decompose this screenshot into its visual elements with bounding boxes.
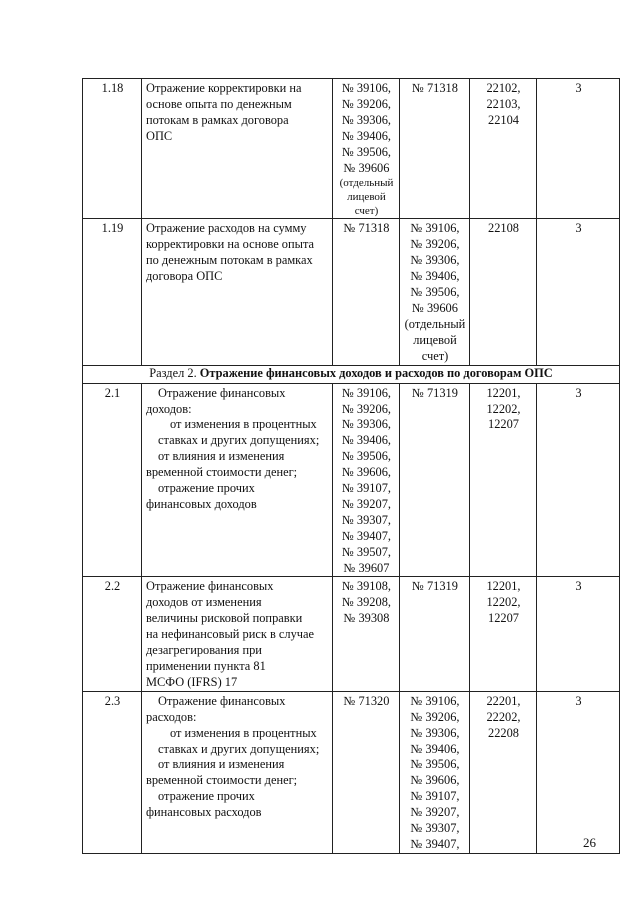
description-line: доходов:	[146, 401, 192, 416]
symbol-code: 22202,	[486, 709, 521, 724]
symbols-cell	[470, 577, 537, 691]
credit-account: счет)	[421, 348, 449, 363]
description-line: отражение прочих	[158, 789, 255, 804]
description-line: временной стоимости денег;	[146, 773, 298, 788]
debit-account: № 71318	[343, 221, 390, 236]
symbol-code: 12202,	[486, 401, 521, 416]
debit-account: (отдельный	[339, 177, 394, 190]
symbol-code: 22103,	[486, 96, 521, 111]
section-header-cell	[83, 365, 620, 383]
credit-account: № 39406,	[410, 269, 460, 284]
debit-account: № 39206,	[342, 401, 391, 416]
debit-account: № 39306,	[342, 417, 391, 432]
description-line: ставках и других допущениях;	[158, 433, 320, 448]
column-6-value: 3	[575, 693, 582, 708]
debit-account: № 39106,	[342, 81, 391, 95]
description-line: Отражение расходов на сумму	[146, 221, 307, 236]
description-line: финансовых расходов	[146, 805, 262, 820]
description-line: основе опыта по денежным	[146, 96, 292, 111]
credit-account: № 71319	[412, 385, 458, 400]
description-cell	[142, 219, 333, 365]
symbol-code: 12201,	[486, 579, 521, 594]
description-line: потокам в рамках договора	[146, 112, 289, 127]
debit-account: № 39107,	[342, 481, 391, 496]
credit-account: № 39606,	[410, 773, 460, 788]
credit-account: № 39106,	[410, 221, 460, 236]
table-body-section-1	[83, 79, 620, 366]
row-number: 1.18	[101, 81, 124, 95]
row-number-cell	[83, 219, 142, 365]
row-number-cell	[83, 79, 142, 219]
debit-account: № 39407,	[342, 528, 391, 543]
row-number-cell	[83, 383, 142, 577]
posting-table	[82, 78, 620, 854]
section-prefix: Раздел 2.	[149, 366, 200, 381]
credit-accounts-cell	[400, 383, 470, 577]
description-line: от влияния и изменения	[158, 449, 285, 464]
column-6-value: 3	[575, 221, 582, 236]
debit-account: № 39606	[343, 160, 390, 175]
credit-account: (отдельный	[404, 316, 466, 331]
symbol-code: 22208	[488, 725, 519, 740]
debit-account: № 39307,	[342, 512, 391, 527]
description-line: отражение прочих	[158, 481, 255, 496]
description-cell	[142, 79, 333, 219]
table-body-section-2	[83, 383, 620, 853]
symbol-code: 22104	[488, 112, 519, 127]
description-line: Отражение финансовых	[158, 385, 286, 400]
credit-account: № 39306,	[410, 725, 460, 740]
debit-account: № 71320	[343, 693, 390, 708]
table-row	[83, 577, 620, 691]
debit-account: № 39207,	[342, 496, 391, 511]
description-line: Отражение финансовых	[158, 693, 286, 708]
debit-account: № 39108,	[342, 579, 391, 594]
debit-account: № 39507,	[342, 544, 391, 559]
symbol-code: 12201,	[486, 385, 521, 400]
table-row	[83, 79, 620, 219]
row-number: 2.1	[104, 385, 121, 400]
credit-account: № 39106,	[410, 693, 460, 708]
debit-account: № 39306,	[342, 112, 391, 127]
credit-account: № 39506,	[410, 757, 460, 772]
description-cell	[142, 383, 333, 577]
description-line: финансовых доходов	[146, 496, 257, 511]
column-6-value: 3	[575, 579, 582, 594]
section-header-row	[83, 365, 620, 383]
debit-accounts-cell	[333, 219, 400, 365]
debit-accounts-cell	[333, 577, 400, 691]
description-line: договора ОПС	[146, 269, 223, 284]
credit-account: № 39606	[412, 300, 458, 315]
description-line: МСФО (IFRS) 17	[146, 674, 238, 689]
page-number: 26	[583, 835, 596, 850]
debit-account: № 39208,	[342, 595, 391, 610]
column-6-cell	[537, 383, 620, 577]
debit-account: № 39206,	[342, 96, 391, 111]
description-line: Отражение корректировки на	[146, 81, 302, 95]
symbol-code: 22108	[488, 221, 519, 236]
credit-account: № 39407,	[410, 836, 460, 851]
credit-account: № 39306,	[410, 253, 460, 268]
symbol-code: 22102,	[486, 81, 521, 95]
credit-account: № 39107,	[410, 789, 460, 804]
credit-accounts-cell	[400, 691, 470, 853]
credit-account: лицевой	[413, 332, 457, 347]
debit-accounts-cell	[333, 691, 400, 853]
row-number: 2.2	[104, 579, 121, 594]
credit-accounts-cell	[400, 577, 470, 691]
column-6-cell	[537, 79, 620, 219]
symbols-cell	[470, 383, 537, 577]
credit-account: № 39207,	[410, 805, 460, 820]
credit-account: № 39506,	[410, 285, 460, 300]
description-cell	[142, 691, 333, 853]
description-line: корректировки на основе опыта	[146, 237, 315, 252]
description-line: на нефинансовый риск в случае	[146, 627, 315, 642]
description-line: расходов:	[146, 709, 197, 724]
description-line: ОПС	[146, 128, 173, 143]
row-number-cell	[83, 577, 142, 691]
description-line: от изменения в процентных	[170, 417, 317, 432]
symbol-code: 12202,	[486, 595, 521, 610]
description-line: величины рисковой поправки	[146, 611, 303, 626]
debit-account: № 39406,	[342, 128, 391, 143]
column-6-cell	[537, 577, 620, 691]
debit-accounts-cell	[333, 383, 400, 577]
debit-account: № 39406,	[342, 433, 391, 448]
table-row	[83, 691, 620, 853]
description-line: применении пункта 81	[146, 659, 266, 673]
symbols-cell	[470, 79, 537, 219]
symbol-code: 12207	[488, 417, 519, 432]
description-cell	[142, 577, 333, 691]
debit-account: № 39607	[343, 560, 390, 575]
credit-accounts-cell	[400, 79, 470, 219]
debit-account: № 39506,	[342, 449, 391, 464]
debit-account: № 39506,	[342, 144, 391, 159]
symbol-code: 12207	[488, 611, 519, 626]
description-line: от изменения в процентных	[170, 725, 317, 740]
column-6-cell	[537, 219, 620, 365]
row-number: 2.3	[104, 693, 121, 708]
description-line: временной стоимости денег;	[146, 465, 298, 480]
debit-accounts-cell	[333, 79, 400, 219]
description-line: Отражение финансовых	[146, 579, 274, 594]
column-6-value: 3	[575, 81, 582, 95]
symbol-code: 22201,	[486, 693, 521, 708]
section-title: Отражение финансовых доходов и расходов по договорам ОПС	[199, 366, 553, 381]
credit-account: № 39206,	[410, 237, 460, 252]
table-row	[83, 383, 620, 577]
section-header-body	[83, 365, 620, 383]
row-number-cell	[83, 691, 142, 853]
table-row	[83, 219, 620, 365]
description-line: доходов от изменения	[146, 595, 262, 610]
description-line: от влияния и изменения	[158, 757, 285, 772]
credit-account: № 71318	[412, 81, 458, 95]
credit-account: № 39206,	[410, 709, 460, 724]
row-number: 1.19	[101, 221, 124, 236]
debit-account: № 39308	[343, 611, 390, 626]
description-line: дезагрегирования при	[146, 643, 262, 658]
description-line: ставках и других допущениях;	[158, 741, 320, 756]
symbols-cell	[470, 691, 537, 853]
column-6-cell	[537, 691, 620, 853]
symbols-cell	[470, 219, 537, 365]
debit-account: № 39106,	[342, 385, 391, 400]
credit-account: № 39406,	[410, 741, 460, 756]
debit-account: № 39606,	[342, 465, 391, 480]
debit-account: лицевой	[347, 191, 386, 204]
column-6-value: 3	[575, 385, 582, 400]
credit-accounts-cell	[400, 219, 470, 365]
credit-account: № 71319	[412, 579, 458, 594]
credit-account: № 39307,	[410, 821, 460, 836]
description-line: по денежным потокам в рамках	[146, 253, 313, 268]
debit-account: счет)	[354, 205, 379, 218]
